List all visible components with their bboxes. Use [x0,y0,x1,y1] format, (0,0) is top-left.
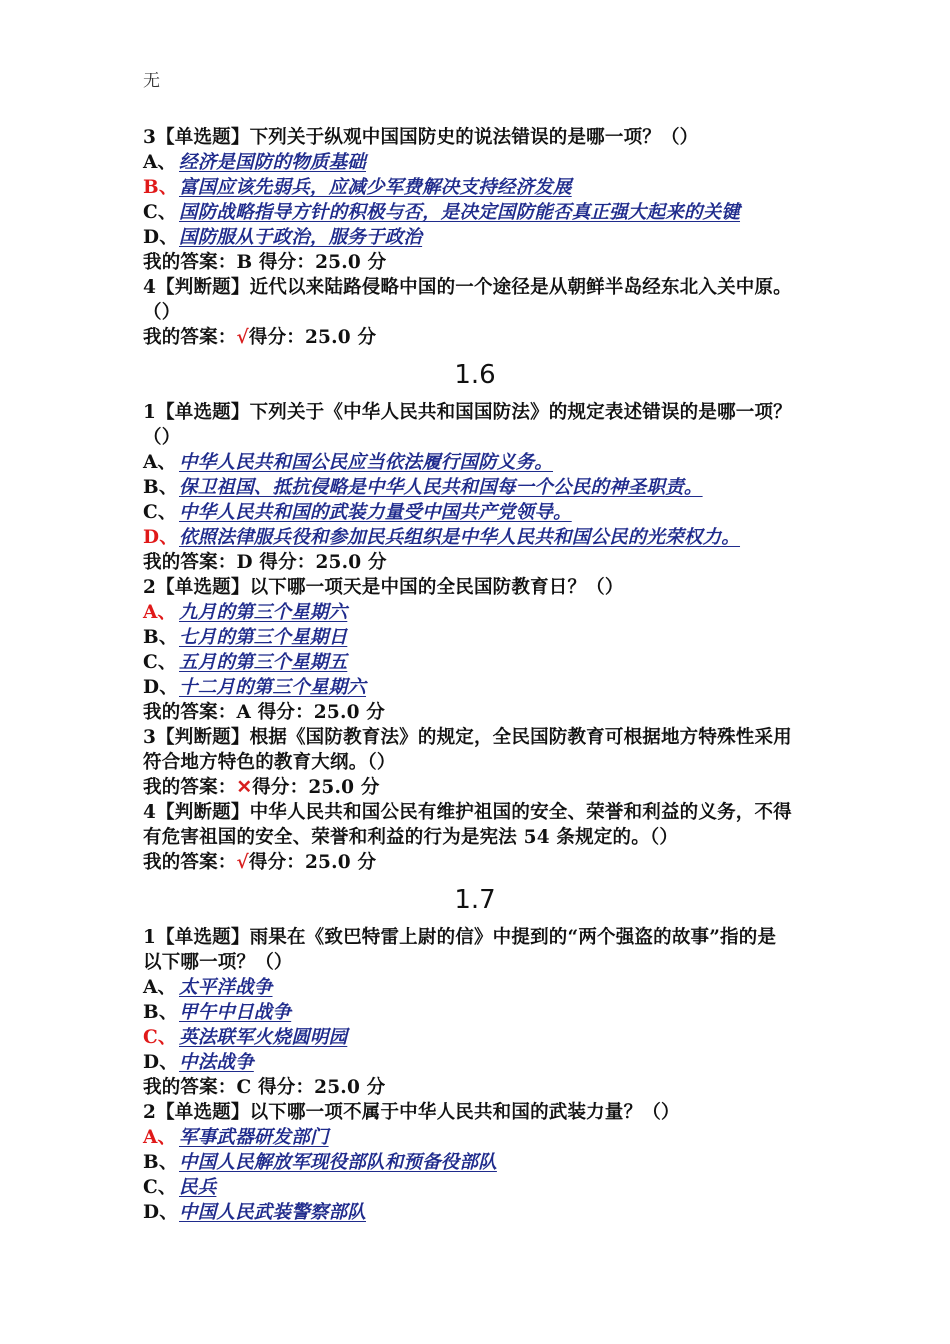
option-b [143,1000,843,1025]
option-text: 九月的第三个星期六 [179,602,348,623]
question-text: 4【判断题】中华人民共和国公民有维护祖国的安全、荣誉和利益的义务，不得 [143,802,792,823]
option-text: 经济是国防的物质基础 [179,152,367,173]
question-text: 3【判断题】根据《国防教育法》的规定，全民国防教育可根据地方特殊性采用 [143,727,792,748]
option-text: 保卫祖国、抵抗侵略是中华人民共和国每一个公民的神圣职责。 [179,477,703,498]
check-mark-icon: √ [236,327,249,348]
answer-line: 我的答案：D 得分：25.0 分 [143,552,387,573]
option-b [143,1150,843,1175]
option-text: 英法联军火烧圆明园 [179,1027,348,1048]
answer-score: 得分：25.0 分 [248,852,377,873]
option-text: 国防战略指导方针的积极与否，是决定国防能否真正强大起来的关键 [179,202,741,223]
option-letter-selected: C、 [143,1027,177,1048]
option-text: 十二月的第三个星期六 [179,677,367,698]
option-d [143,675,843,700]
option-letter-selected: A、 [143,1127,177,1148]
option-a [143,150,843,175]
question-text-cont: （） [143,427,181,448]
option-letter: C、 [143,202,177,223]
option-letter: C、 [143,652,177,673]
option-c [143,1025,843,1050]
option-text: 国防服从于政治，服务于政治 [179,227,423,248]
option-letter: B、 [143,627,178,648]
option-letter: A、 [143,977,177,998]
question-text: 1【单选题】雨果在《致巴特雷上尉的信》中提到的“两个强盗的故事”指的是 [143,927,777,948]
option-d [143,1200,843,1225]
option-d [143,225,843,250]
question-text: 3【单选题】下列关于纵观中国国防史的说法错误的是哪一项？（） [143,127,699,148]
document-content [143,125,843,1225]
question-text: 1【单选题】下列关于《中华人民共和国国防法》的规定表述错误的是哪一项？ [143,402,792,423]
question-text-cont: （） [143,302,181,323]
option-c [143,500,843,525]
option-text: 五月的第三个星期五 [179,652,348,673]
option-letter: B、 [143,1002,178,1023]
option-letter: D、 [143,1202,178,1223]
option-letter: A、 [143,152,177,173]
answer-prefix: 我的答案： [143,852,237,873]
option-b [143,175,843,200]
option-c [143,200,843,225]
option-c [143,650,843,675]
option-text: 依照法律服兵役和参加民兵组织是中华人民共和国公民的光荣权力。 [179,527,741,548]
cross-mark-icon: ✕ [236,777,253,798]
option-c [143,1175,843,1200]
header-mark: 无 [143,71,160,91]
question-text: 4【判断题】近代以来陆路侵略中国的一个途径是从朝鲜半岛经东北入关中原。 [143,277,792,298]
option-text: 中华人民共和国的武装力量受中国共产党领导。 [179,502,572,523]
section-title: 1.6 [454,360,496,390]
option-b [143,475,843,500]
option-letter: D、 [143,1052,178,1073]
option-text: 中华人民共和国公民应当依法履行国防义务。 [179,452,554,473]
option-letter: B、 [143,477,178,498]
option-b [143,625,843,650]
option-text: 富国应该先弱兵，应减少军费解决支持经济发展 [179,177,572,198]
option-text: 甲午中日战争 [179,1002,292,1023]
check-mark-icon: √ [236,852,249,873]
question-text-cont: 符合地方特色的教育大纲。（） [143,752,396,773]
option-letter: C、 [143,502,177,523]
option-letter-selected: A、 [143,602,177,623]
option-letter-selected: B、 [143,177,178,198]
option-a [143,1125,843,1150]
answer-prefix: 我的答案： [143,327,237,348]
question-text: 2【单选题】以下哪一项不属于中华人民共和国的武装力量？（） [143,1102,680,1123]
option-letter: B、 [143,1152,178,1173]
option-d [143,525,843,550]
answer-line: 我的答案：B 得分：25.0 分 [143,252,387,273]
option-text: 中法战争 [179,1052,254,1073]
question-text: 2【单选题】以下哪一项天是中国的全民国防教育日？（） [143,577,624,598]
answer-score: 得分：25.0 分 [248,327,377,348]
section-title: 1.7 [454,885,496,915]
answer-line [143,325,843,350]
option-letter-selected: D、 [143,527,178,548]
option-text: 军事武器研发部门 [179,1127,329,1148]
answer-line [143,775,843,800]
answer-line: 我的答案：A 得分：25.0 分 [143,702,385,723]
option-letter: A、 [143,452,177,473]
question-text-cont: 有危害祖国的安全、荣誉和利益的行为是宪法 54 条规定的。（） [143,827,679,848]
option-letter: C、 [143,1177,177,1198]
answer-prefix: 我的答案： [143,777,237,798]
option-d [143,1050,843,1075]
option-text: 太平洋战争 [179,977,273,998]
answer-line: 我的答案：C 得分：25.0 分 [143,1077,386,1098]
option-text: 民兵 [179,1177,217,1198]
option-letter: D、 [143,227,178,248]
option-a [143,450,843,475]
option-a [143,600,843,625]
option-text: 中国人民解放军现役部队和预备役部队 [179,1152,497,1173]
answer-line [143,850,843,875]
option-text: 七月的第三个星期日 [179,627,348,648]
answer-score: 得分：25.0 分 [252,777,380,798]
question-text-cont: 以下哪一项？（） [143,952,293,973]
option-text: 中国人民武装警察部队 [179,1202,367,1223]
option-letter: D、 [143,677,178,698]
option-a [143,975,843,1000]
